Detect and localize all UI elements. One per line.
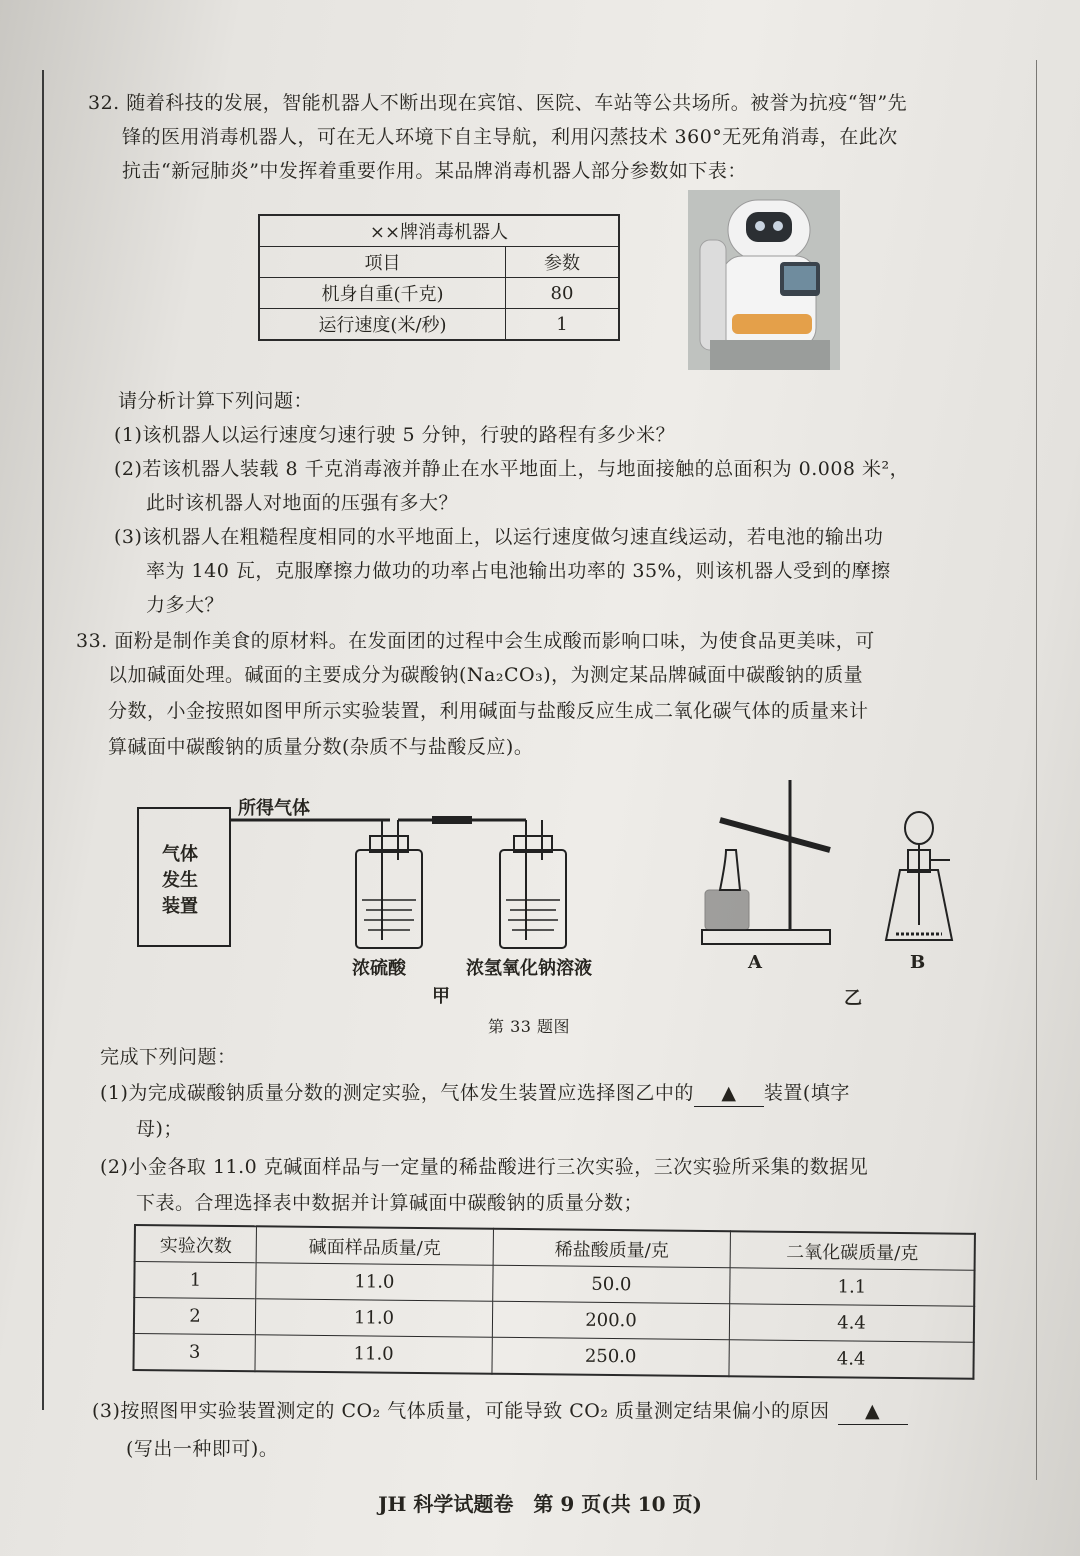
q32-sub-2a: (2)若该机器人装载 8 千克消毒液并静止在水平地面上，与地面接触的总面积为 0.008 米²，: [114, 458, 910, 480]
table-cell: 3: [133, 1334, 255, 1372]
table-row: [133, 1334, 973, 1379]
q33-sub-1c: 母)；: [136, 1118, 183, 1140]
q33-sub-2b: 下表。合理选择表中数据并计算碱面中碳酸钠的质量分数；: [136, 1192, 644, 1214]
table-cell: 4.4: [729, 1340, 974, 1379]
gas-label: 所得气体: [238, 798, 310, 819]
table-title: ××牌消毒机器人: [259, 215, 619, 247]
page-edge: [1036, 60, 1037, 1480]
page-footer: JH 科学试题卷 第 9 页(共 10 页): [378, 1492, 702, 1516]
table-cell: 200.0: [492, 1301, 729, 1339]
figure-yi-label: 乙: [844, 988, 862, 1009]
table-cell: 80: [506, 278, 620, 309]
q32-sub-3c: 力多大？: [146, 594, 225, 616]
generator-label-3: 装置: [162, 896, 198, 917]
table-cell: 2: [134, 1298, 256, 1335]
table-cell: 1: [506, 309, 620, 341]
q33-line-1: 33. 面粉是制作美食的原材料。在发面团的过程中会生成酸而影响口味，为使食品更美味，可: [76, 630, 875, 652]
q32-line-1: 32. 随着科技的发展，智能机器人不断出现在宾馆、医院、车站等公共场所。被誉为抗疫“智”先: [88, 92, 908, 114]
figure-caption: 第 33 题图: [488, 1017, 571, 1036]
generator-label-2: 发生: [162, 870, 198, 891]
table-header: 实验次数: [135, 1225, 257, 1263]
q33-sub-3b: (写出一种即可)。: [126, 1438, 279, 1460]
q33-line-3: 分数，小金按照如图甲所示实验装置，利用碱面与盐酸反应生成二氧化碳气体的质量来计: [108, 700, 869, 722]
q33-sub-1: [100, 1080, 850, 1107]
generator-label-1: 气体: [162, 844, 198, 865]
table-header: 二氧化碳质量/克: [730, 1231, 975, 1270]
q33-sub-1b: 装置(填字: [763, 1082, 850, 1104]
table-cell: 运行速度(米/秒): [259, 309, 506, 341]
robot-params-table: [258, 214, 620, 341]
robot-photo: [688, 190, 840, 370]
apparatus-b-label: B: [910, 952, 926, 973]
table-cell: 11.0: [255, 1299, 492, 1337]
table-cell: 1: [134, 1262, 256, 1299]
q33-sub-1a: (1)为完成碳酸钠质量分数的测定实验，气体发生装置应选择图乙中的: [100, 1082, 694, 1104]
table-cell: 250.0: [492, 1337, 729, 1376]
table-header: 碱面样品质量/克: [256, 1226, 493, 1265]
table-header: 参数: [506, 247, 620, 278]
answer-blank-1: ▲: [694, 1080, 764, 1107]
q32-sub-1: (1)该机器人以运行速度匀速行驶 5 分钟，行驶的路程有多少米？: [114, 424, 676, 446]
figure-jia-label: 甲: [432, 986, 450, 1007]
q33-line-4: 算碱面中碳酸钠的质量分数(杂质不与盐酸反应)。: [108, 736, 534, 758]
bottle1-label: 浓硫酸: [352, 958, 406, 979]
q32-sub-3a: (3)该机器人在粗糙程度相同的水平地面上，以运行速度做匀速直线运动，若电池的输出功: [114, 526, 884, 548]
apparatus-a-label: A: [748, 952, 762, 973]
q32-prompt: 请分析计算下列问题：: [118, 390, 314, 412]
bottle2-label: 浓氢氧化钠溶液: [466, 958, 592, 979]
q33-sub-3a: [92, 1398, 908, 1425]
table-cell: 11.0: [255, 1335, 492, 1374]
answer-blank-3: ▲: [838, 1398, 908, 1425]
q33-prompt: 完成下列问题：: [100, 1046, 237, 1068]
q32-sub-2b: 此时该机器人对地面的压强有多大？: [146, 492, 459, 514]
q32-line-3: 抗击“新冠肺炎”中发挥着重要作用。某品牌消毒机器人部分参数如下表：: [122, 160, 747, 182]
experiment-data-table: [132, 1224, 975, 1380]
table-cell: 11.0: [256, 1263, 493, 1301]
q32-line-2: 锋的医用消毒机器人，可在无人环境下自主导航，利用闪蒸技术 360°无死角消毒，在此次: [122, 126, 898, 148]
table-cell: 50.0: [493, 1265, 730, 1303]
q33-line-2: 以加碱面处理。碱面的主要成分为碳酸钠(Na₂CO₃)，为测定某品牌碱面中碳酸钠的质量: [108, 664, 864, 686]
q32-sub-3b: 率为 140 瓦，克服摩擦力做功的功率占电池输出功率的 35%，则该机器人受到的摩擦: [146, 560, 891, 582]
table-header: 稀盐酸质量/克: [493, 1229, 730, 1268]
table-header: 项目: [259, 247, 506, 278]
table-cell: 机身自重(千克): [259, 278, 506, 309]
table-cell: 1.1: [730, 1268, 975, 1307]
q33-sub-2a: (2)小金各取 11.0 克碱面样品与一定量的稀盐酸进行三次实验，三次实验所采集的数据见: [100, 1156, 869, 1178]
margin-line: [42, 70, 44, 1410]
q33-sub-3a-text: (3)按照图甲实验装置测定的 CO₂ 气体质量，可能导致 CO₂ 质量测定结果偏小的原因: [92, 1400, 830, 1422]
table-cell: 4.4: [729, 1304, 974, 1343]
